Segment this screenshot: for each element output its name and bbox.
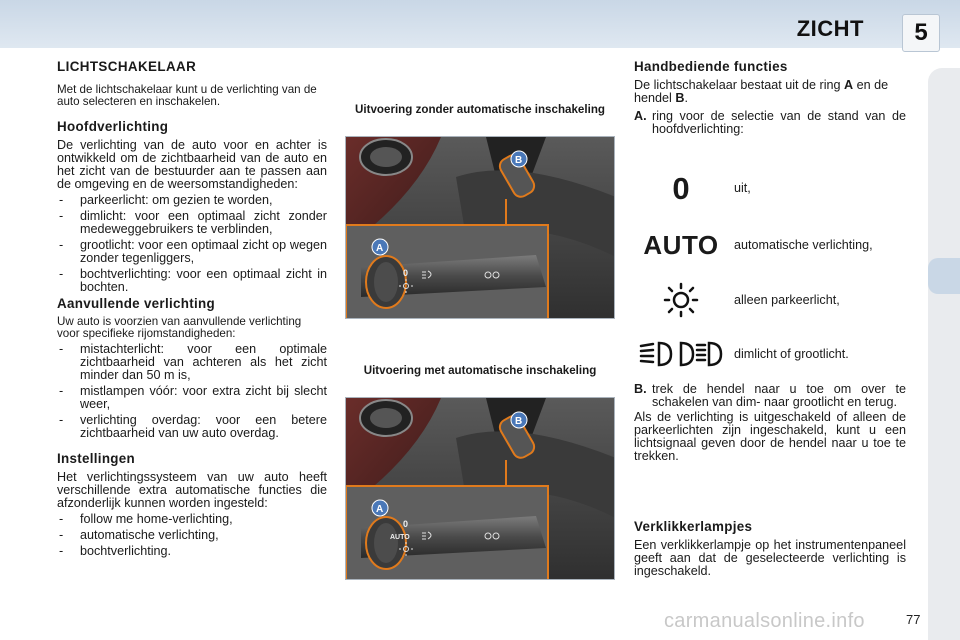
icon-row-auto (634, 225, 914, 265)
list-item: - verlichting overdag: voor een betere zichtbaarheid van uw auto overdag. (57, 414, 327, 440)
icon-row-parking (634, 280, 914, 320)
icon-label: alleen parkeerlicht, (734, 293, 840, 307)
list-item: - mistachterlicht: voor een optimale zichtbaarheid van achteren als het zicht minder dan 50 m is, (57, 343, 327, 382)
icon-label: automatische verlichting, (734, 238, 873, 252)
figure-switch-without-auto (345, 136, 615, 319)
instellingen-text: Het verlichtingssysteem van uw auto heeft verschillende extra automatische functies die afzonderlijk kunnen worden ingesteld: (57, 470, 327, 510)
right-column (634, 60, 906, 136)
ring-letter: A (844, 78, 854, 92)
item-a: A. ring voor de selectie van de stand van de hoofdverlichting: (634, 109, 906, 136)
low-beam-icon (634, 334, 728, 374)
left-column (57, 60, 327, 561)
callout-a-label: A (376, 504, 384, 515)
list-item: - dimlicht: voor een optimaal zicht zonder medeweggebruikers te verblinden, (57, 210, 327, 236)
hendel-letter: B (675, 91, 685, 105)
stalk-zero-label: 0 (403, 519, 409, 529)
figure-caption-without-auto: Uitvoering zonder automatische inschakeling (355, 103, 605, 116)
als-text: Als de verlichting is uitgeschakeld of alleen de parkeerlichten zijn ingeschakeld, kunt u een lichtsignaal geven door de hendel naar u toe te trekken. (634, 410, 906, 463)
hoofdverlichting-list (57, 194, 327, 294)
figure-switch-with-auto (345, 397, 615, 580)
aanvullende-list (57, 343, 327, 440)
instellingen-heading: Instellingen (57, 451, 136, 466)
watermark: carmanualsonline.info (664, 610, 865, 632)
off-zero-icon: 0 (672, 170, 690, 206)
chapter-title: ZICHT (796, 16, 864, 41)
list-item: - parkeerlicht: om gezien te worden, (57, 194, 327, 207)
hoofdverlichting-text: De verlichting van de auto voor en achter is ontwikkeld om de zichtbaarheid van de auto en het zicht van de bestuurder aan te passen aan de omgeving en de weersomstandigheden: (57, 138, 327, 191)
list-item: - mistlampen vóór: voor extra zicht bij slecht weer, (57, 385, 327, 411)
callout-b-label: B (515, 155, 523, 166)
chapter-number-tab[interactable]: 5 (902, 14, 940, 52)
stalk-auto-label: AUTO (390, 534, 410, 541)
stalk-illustration-manual (346, 137, 615, 319)
callout-b-label: B (515, 416, 523, 427)
side-edge (928, 68, 960, 640)
verklikker-section (634, 520, 906, 578)
icon-label: dimlicht of grootlicht. (734, 347, 849, 361)
icon-row-off (634, 168, 914, 208)
icon-row-beam (634, 334, 914, 374)
callout-a-label: A (376, 243, 384, 254)
list-item: - bochtverlichting. (57, 545, 327, 558)
item-b: B. trek de hendel naar u toe om over te schakelen van dim- naar grootlicht en terug. (634, 382, 906, 409)
intro-text: Met de lichtschakelaar kunt u de verlichting van de auto selecteren en inschakelen. (57, 83, 317, 108)
figure-caption-with-auto: Uitvoering met automatische inschakeling (363, 364, 597, 377)
list-item: - automatische verlichting, (57, 529, 327, 542)
list-item: - grootlicht: voor een optimaal zicht op wegen zonder tegenliggers, (57, 239, 327, 265)
section-title: LICHTSCHAKELAAR (57, 59, 197, 74)
chapter-marker (928, 258, 960, 294)
right-lower (634, 383, 906, 463)
list-item: - bochtverlichting: voor een optimaal zicht in bochten. (57, 268, 327, 294)
verklikker-text: Een verklikkerlampje op het instrumentenpaneel geeft aan dat de geselecteerde verlichting is ingeschakeld. (634, 538, 906, 578)
handbediende-text: De lichtschakelaar bestaat uit de ring A en de hendel B. (634, 78, 889, 105)
hoofdverlichting-heading: Hoofdverlichting (57, 119, 169, 134)
stalk-illustration-auto (346, 398, 615, 580)
list-item: - follow me home-verlichting, (57, 513, 327, 526)
aanvullende-heading: Aanvullende verlichting (57, 296, 215, 311)
handbediende-heading: Handbediende functies (634, 59, 788, 74)
aanvullende-text: Uw auto is voorzien van aanvullende verlichting voor specifieke rijomstandigheden: (57, 315, 302, 340)
page-number: 77 (906, 612, 921, 627)
instellingen-list (57, 513, 327, 558)
stalk-zero-label: 0 (403, 268, 409, 278)
verklikker-heading: Verklikkerlampjes (634, 519, 753, 534)
auto-icon: AUTO (643, 230, 719, 260)
parking-light-icon (634, 280, 728, 320)
icon-label: uit, (734, 181, 751, 195)
